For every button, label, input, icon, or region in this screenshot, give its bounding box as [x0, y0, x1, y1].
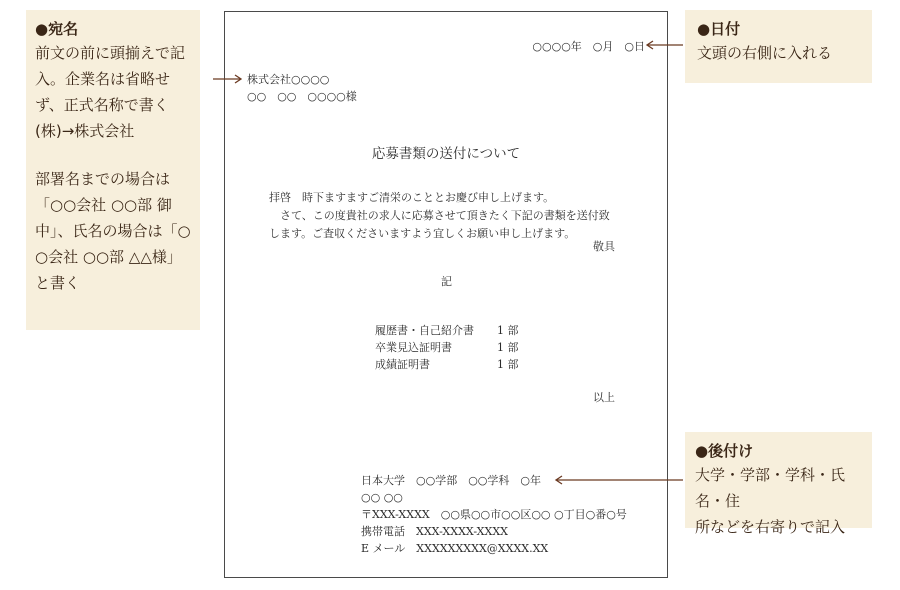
closing-note-title: ●後付け [695, 442, 754, 460]
sender-email: E メール XXXXXXXXX@XXXX.XX [361, 542, 549, 555]
addressee-note-text-2: 部署名までの場合は 「○○会社 ○○部 御 中」、氏名の場合は「○ ○会社 ○○部 △△様」 と書く [35, 170, 191, 292]
letter-ki: 記 [441, 275, 452, 288]
enclosure-name: 成績証明書 [375, 358, 430, 371]
sender-address: 〒XXX-XXXX ○○県○○市○○区○○ ○丁目○番○号 [361, 508, 627, 521]
date-note-text: 文頭の右側に入れる [697, 44, 833, 62]
letter-date: ○○○○年 ○月 ○日 [532, 40, 645, 53]
enclosure-name: 卒業見込証明書 [375, 341, 452, 354]
sender-phone: 携帯電話 XXX-XXXX-XXXX [361, 525, 509, 538]
date-note-title: ●日付 [697, 20, 741, 38]
enclosure-qty: 1 部 [497, 341, 519, 354]
letter-keigu: 敬具 [593, 240, 615, 253]
enclosure-qty: 1 部 [497, 358, 519, 371]
enclosure-name: 履歴書・自己紹介書 [375, 324, 474, 337]
letter-body: 拝啓 時下ますますご清栄のこととお慶び申し上げます。 さて、この度貴社の求人に応募させて頂きたく下記の書類を送付致 します。ご査収くださいますよう宜しくお願い申し上げます。 [269, 191, 610, 240]
addressee-note-text-1: 前文の前に頭揃えで記 入。企業名は省略せ ず、正式名称で書く (株)→株式会社 [35, 44, 186, 140]
letter-company: 株式会社○○○○ [247, 73, 330, 86]
letter-ijo: 以上 [593, 391, 615, 404]
enclosure-qty: 1 部 [497, 324, 519, 337]
addressee-note-title: ●宛名 [35, 20, 79, 38]
closing-note-text: 大学・学部・学科・氏名・住 所などを右寄りで記入 [695, 466, 846, 536]
letter-recipient: ○○ ○○ ○○○○様 [247, 90, 357, 103]
sender-university: 日本大学 ○○学部 ○○学科 ○年 [361, 474, 541, 487]
sender-name: ○○ ○○ [361, 491, 403, 504]
letter-subject: 応募書類の送付について [371, 146, 521, 162]
